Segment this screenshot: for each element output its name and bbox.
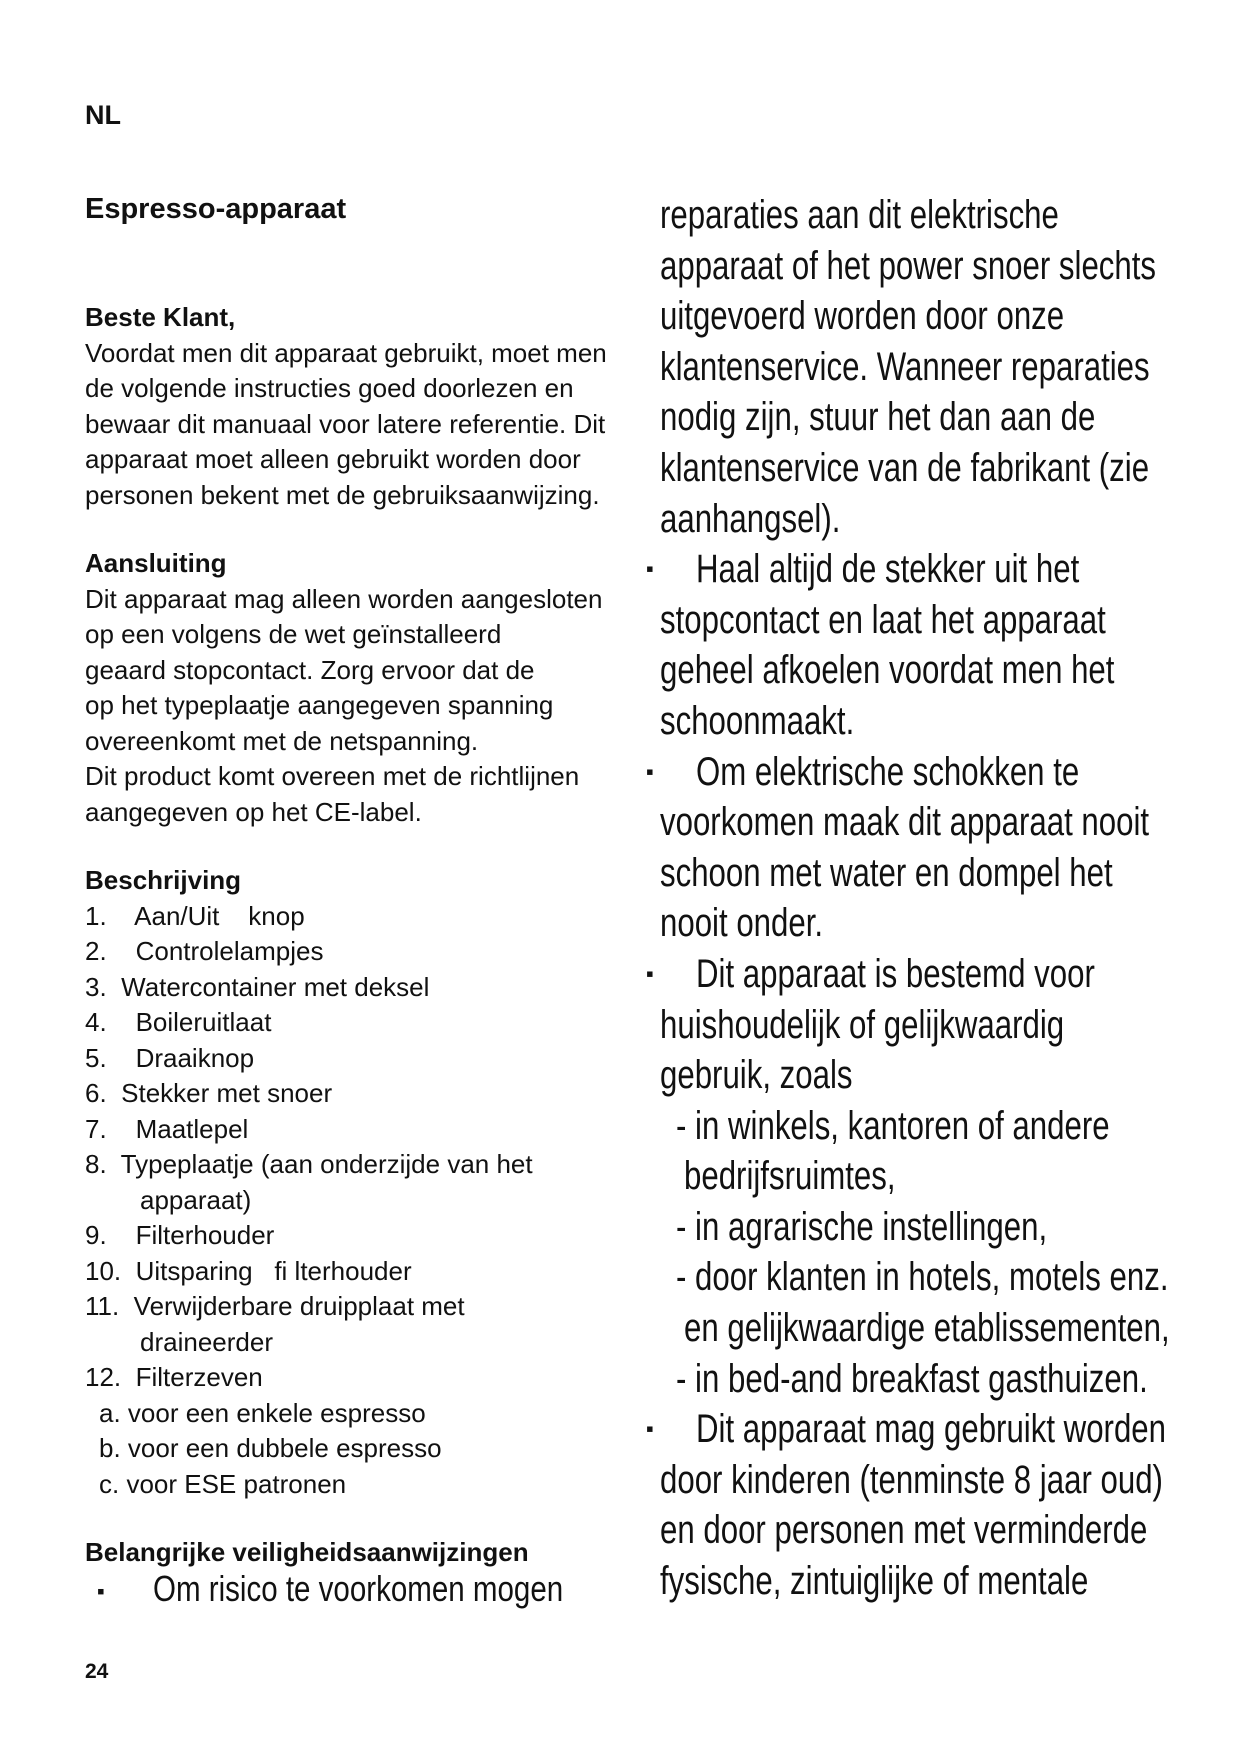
body-line: klantenservice van de fabrikant (zie — [660, 445, 1150, 490]
list-item: 7. Maatlepel — [85, 1113, 249, 1144]
bullet-icon: ▪ — [646, 556, 654, 582]
left-column — [85, 300, 625, 1571]
sub-line: - door klanten in hotels, motels enz. — [676, 1255, 1169, 1300]
page-title: Espresso-apparaat — [85, 193, 347, 225]
bullet-line — [646, 747, 1220, 798]
list-item: 8. Typeplaatje (aan onderzijde van het — [85, 1149, 533, 1179]
body-line: stopcontact en laat het apparaat — [660, 597, 1106, 642]
body-line: schoonmaakt. — [660, 698, 855, 743]
list-item: 3. Watercontainer met deksel — [85, 971, 430, 1002]
list-item: 6. Stekker met snoer — [85, 1078, 333, 1108]
list-item: 4. Boileruitlaat — [85, 1007, 272, 1037]
body-line: gebruik, zoals — [660, 1053, 853, 1098]
description-section — [85, 863, 625, 1502]
sub-line: bedrijfsruimtes, — [684, 1154, 896, 1199]
list-subitem: b. voor een dubbele espresso — [99, 1433, 442, 1463]
body-line: nooit onder. — [660, 901, 824, 946]
description-heading: Beschrijving — [85, 865, 242, 895]
intro-line: de volgende instructies goed doorlezen en — [85, 373, 574, 403]
connection-line: Dit product komt overeen met de richtlijnen — [85, 761, 580, 791]
body-line: apparaat of het power snoer slechts — [660, 243, 1157, 288]
right-column — [646, 190, 1220, 1607]
intro-line: bewaar dit manuaal voor latere referentie. Dit — [85, 408, 606, 439]
safety-section — [85, 1535, 625, 1571]
sub-line: - in bed-and breakfast gasthuizen. — [676, 1356, 1148, 1401]
sub-line: - in agrarische instellingen, — [676, 1204, 1048, 1249]
body-line: en door personen met verminderde — [660, 1508, 1148, 1553]
bullet-icon: ▪ — [646, 960, 654, 986]
list-item: 2. Controlelampjes — [85, 936, 324, 966]
connection-line: op een volgens de wet geïnstalleerd — [85, 619, 502, 649]
sub-line: en gelijkwaardige etablissementen, — [684, 1306, 1170, 1351]
body-line: schoon met water en dompel het — [660, 850, 1113, 895]
body-line: reparaties aan dit elektrische — [660, 193, 1059, 237]
connection-line: geaard stopcontact. Zorg ervoor dat de — [85, 654, 535, 685]
list-item: 10. Uitsparing fi lterhouder — [85, 1255, 412, 1286]
language-code: NL — [85, 100, 121, 130]
list-subitem: c. voor ESE patronen — [99, 1468, 347, 1499]
body-line: klantenservice. Wanneer reparaties — [660, 344, 1150, 389]
list-item: 5. Draaiknop — [85, 1042, 255, 1073]
bullet-icon: ▪ — [97, 1578, 105, 1604]
body-line: Haal altijd de stekker uit het — [696, 547, 1080, 592]
intro-section — [85, 300, 625, 513]
intro-line: Voordat men dit apparaat gebruikt, moet men — [85, 337, 607, 368]
intro-heading: Beste Klant, — [85, 302, 236, 332]
connection-line: op het typeplaatje aangegeven spanning — [85, 690, 554, 720]
intro-line: apparaat moet alleen gebruikt worden door — [85, 444, 581, 474]
connection-section — [85, 546, 625, 830]
bullet-line — [646, 1404, 1220, 1455]
connection-line: aangegeven op het CE-label. — [85, 796, 422, 827]
body-line: Om elektrische schokken te — [696, 749, 1080, 794]
bullet-line — [646, 949, 1220, 1000]
connection-line: Dit apparaat mag alleen worden aangesloten — [85, 583, 603, 614]
list-subitem: a. voor een enkele espresso — [99, 1397, 426, 1428]
connection-heading: Aansluiting — [85, 548, 227, 578]
body-line: nodig zijn, stuur het dan aan de — [660, 395, 1096, 440]
list-item-continuation: draineerder — [140, 1326, 273, 1357]
body-line: door kinderen (tenminste 8 jaar oud) — [660, 1457, 1163, 1502]
list-item-continuation: apparaat) — [140, 1184, 252, 1215]
intro-line: personen bekent met de gebruiksaanwijzing. — [85, 479, 600, 510]
list-item: 1. Aan/Uit knop — [85, 900, 305, 931]
body-line: Dit apparaat mag gebruikt worden — [696, 1407, 1166, 1452]
safety-text: Om risico te voorkomen mogen — [152, 1568, 563, 1609]
sub-line: - in winkels, kantoren of andere — [676, 1103, 1110, 1148]
body-line: aanhangsel). — [660, 496, 841, 541]
list-item: 12. Filterzeven — [85, 1362, 263, 1392]
body-line: voorkomen maak dit apparaat nooit — [660, 800, 1150, 845]
list-item: 9. Filterhouder — [85, 1220, 275, 1250]
parts-list — [85, 899, 625, 1503]
connection-line: overeenkomt met de netspanning. — [85, 725, 479, 756]
bullet-line — [646, 544, 1220, 595]
body-line: fysische, zintuiglijke of mentale — [660, 1559, 1089, 1604]
body-line: huishoudelijk of gelijkwaardig — [660, 1002, 1065, 1047]
body-line: Dit apparaat is bestemd voor — [696, 951, 1095, 996]
safety-bullet-first — [97, 1568, 653, 1610]
list-item: 11. Verwijderbare druipplaat met — [85, 1291, 465, 1321]
safety-heading: Belangrijke veiligheidsaanwijzingen — [85, 1537, 529, 1567]
bullet-icon: ▪ — [646, 1416, 654, 1442]
body-line: geheel afkoelen voordat men het — [660, 648, 1115, 693]
page-number: 24 — [85, 1660, 109, 1683]
body-line: uitgevoerd worden door onze — [660, 294, 1065, 339]
bullet-icon: ▪ — [646, 758, 654, 784]
